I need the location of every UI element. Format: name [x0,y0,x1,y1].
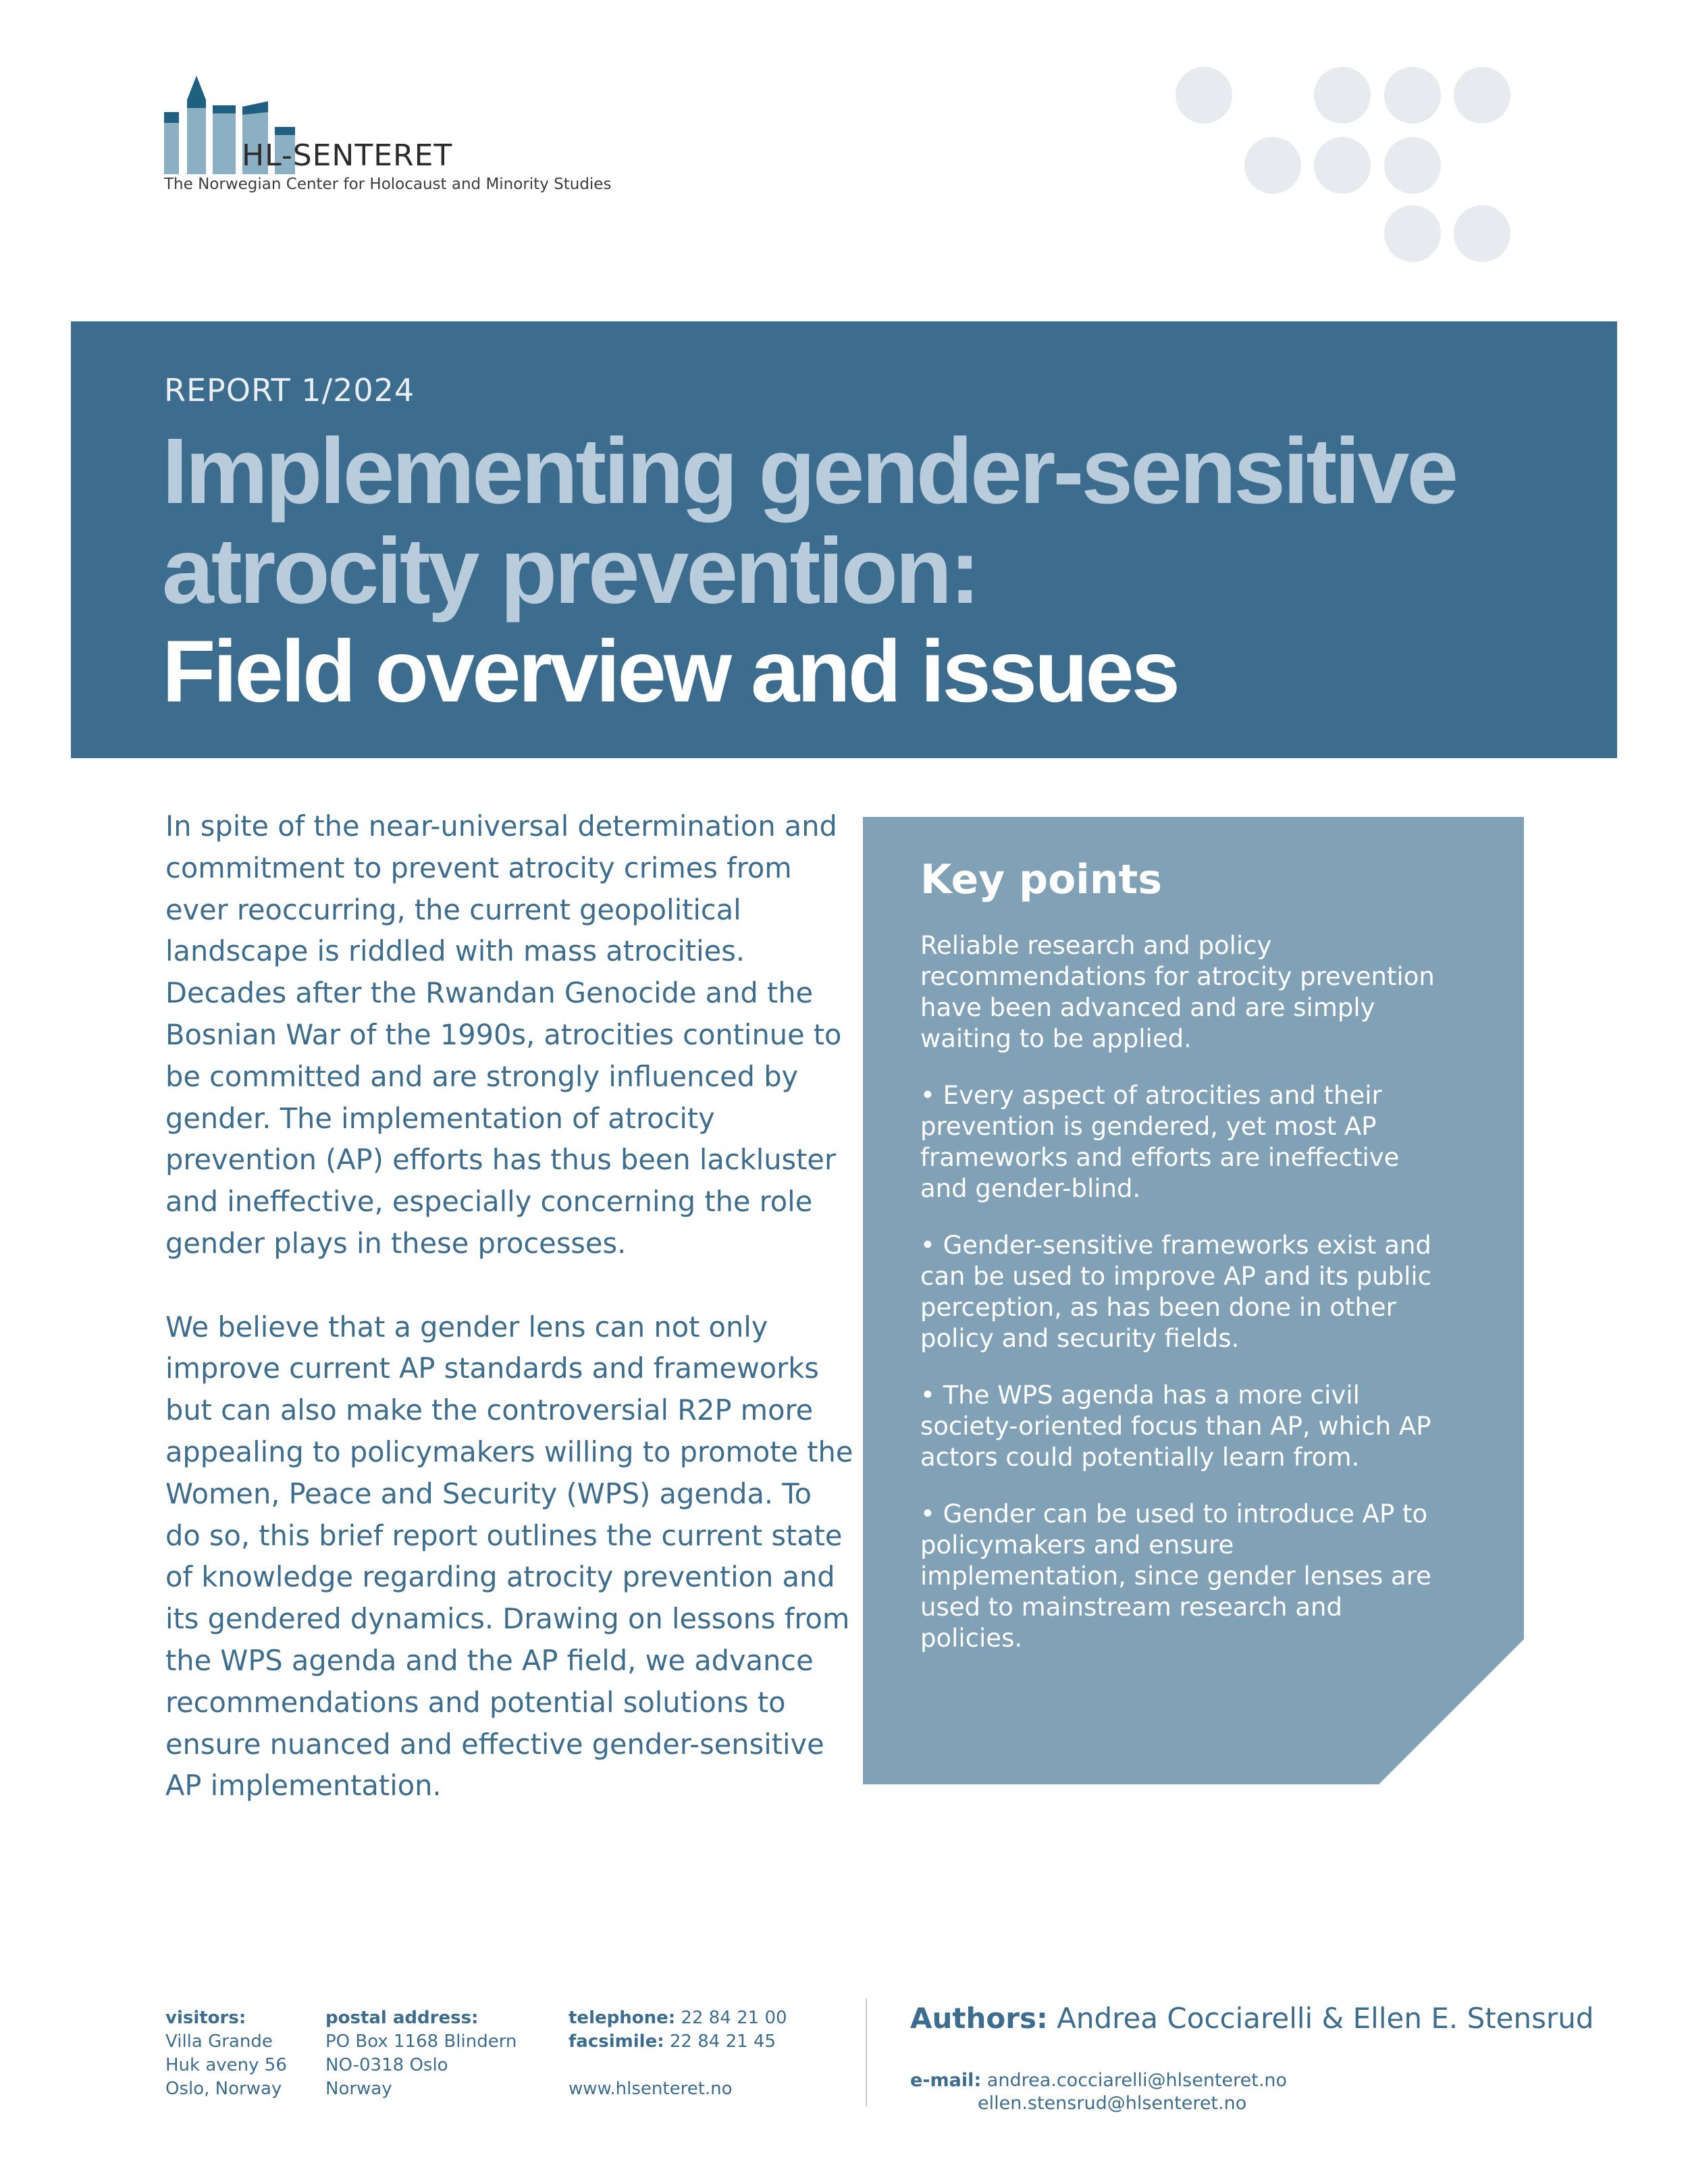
report-subtitle: Field overview and issues [162,622,1178,720]
visitors-line: Villa Grande [165,2031,273,2052]
facsimile-line [569,2030,787,2054]
footer-postal-address [325,2006,517,2101]
org-tagline: The Norwegian Center for Holocaust and Minority Studies [164,176,612,193]
telephone-value: 22 84 21 00 [681,2008,787,2028]
report-title [162,421,1456,621]
footer-spacer [569,2054,787,2077]
email-link[interactable]: ellen.stensrud@hlsenteret.no [978,2093,1247,2114]
authors-label: Authors: [910,2002,1048,2035]
postal-line: Norway [325,2079,392,2099]
author-emails [910,2069,1287,2115]
footer-contact [569,2006,787,2101]
decorative-dots [1175,66,1526,269]
footer [0,1998,1688,2120]
visitors-label: visitors: [165,2008,246,2028]
key-point-item: • Every aspect of atrocities and their prevention is gendered, yet most AP frameworks and efforts are ineffective and gender-blind. [920,1081,1400,1203]
footer-divider [866,1998,867,2106]
org-name: HL-SENTERET [242,138,453,173]
intro-text [165,805,854,1807]
visitors-line: Oslo, Norway [165,2079,282,2099]
website-link[interactable]: www.hlsenteret.no [569,2079,733,2099]
org-logo [164,73,677,201]
title-banner [71,321,1617,758]
footer-visitors [165,2006,287,2101]
postal-line: PO Box 1168 Blindern [325,2031,517,2052]
key-points-heading: Key points [920,856,1162,903]
authors [910,2002,1594,2035]
postal-line: NO-0318 Oslo [325,2055,448,2075]
key-point-item: • Gender can be used to introduce AP to policymakers and ensure implementation, since gender lenses are used to mainstream research and policies. [920,1499,1431,1653]
telephone-line [569,2006,787,2030]
telephone-label: telephone: [569,2008,676,2028]
key-points-box [863,817,1524,1784]
intro-paragraph-2: We believe that a gender lens can not only improve current AP standards and frameworks but can also make the controversial R2P more appealing to policymakers willing to promote the Women, Peace and Security (WPS) agenda. To do so, this brief report outlines the current state of knowledge regarding atrocity prevention and its gendered dynamics. Drawing on lessons from the WPS agenda and the AP field, we advance recommendations and potential solutions to ensure nuanced and effective gender-sensitive AP implementation. [165,1310,853,1803]
email-link[interactable]: andrea.cocciarelli@hlsenteret.no [986,2070,1288,2091]
facsimile-label: facsimile: [569,2031,664,2052]
key-point-item: • Gender-sensitive frameworks exist and can be used to improve AP and its public perception, as has been done in other policy and security fields. [920,1231,1432,1353]
report-title-line-1: Implementing gender-sensitive [162,419,1456,523]
key-points-list [920,930,1447,1680]
report-title-line-2: atrocity prevention: [162,519,978,623]
report-number: REPORT 1/2024 [164,372,415,408]
visitors-line: Huk aveny 56 [165,2055,287,2075]
email-label: e-mail: [910,2070,982,2091]
postal-label: postal address: [325,2008,479,2028]
intro-paragraph-1: In spite of the near-universal determination and commitment to prevent atrocity crimes from ever reoccurring, the current geopolitical landscape is riddled with mass atrocities. Decades after the Rwandan Genocide and the Bosnian War of the 1990s, atrocities continue to be committed and are strongly influenced by gender. The implementation of atrocity prevention (AP) efforts has thus been lackluster and ineffective, especially concerning the role gender plays in these processes. [165,809,842,1260]
key-point-item: • The WPS agenda has a more civil society-oriented focus than AP, which AP actors could potentially learn from. [920,1381,1431,1472]
facsimile-value: 22 84 21 45 [669,2031,776,2052]
authors-names: Andrea Cocciarelli & Ellen E. Stensrud [1057,2002,1594,2035]
key-point-intro: Reliable research and policy recommendations for atrocity prevention have been advanced and are simply waiting to be applied. [920,931,1435,1053]
